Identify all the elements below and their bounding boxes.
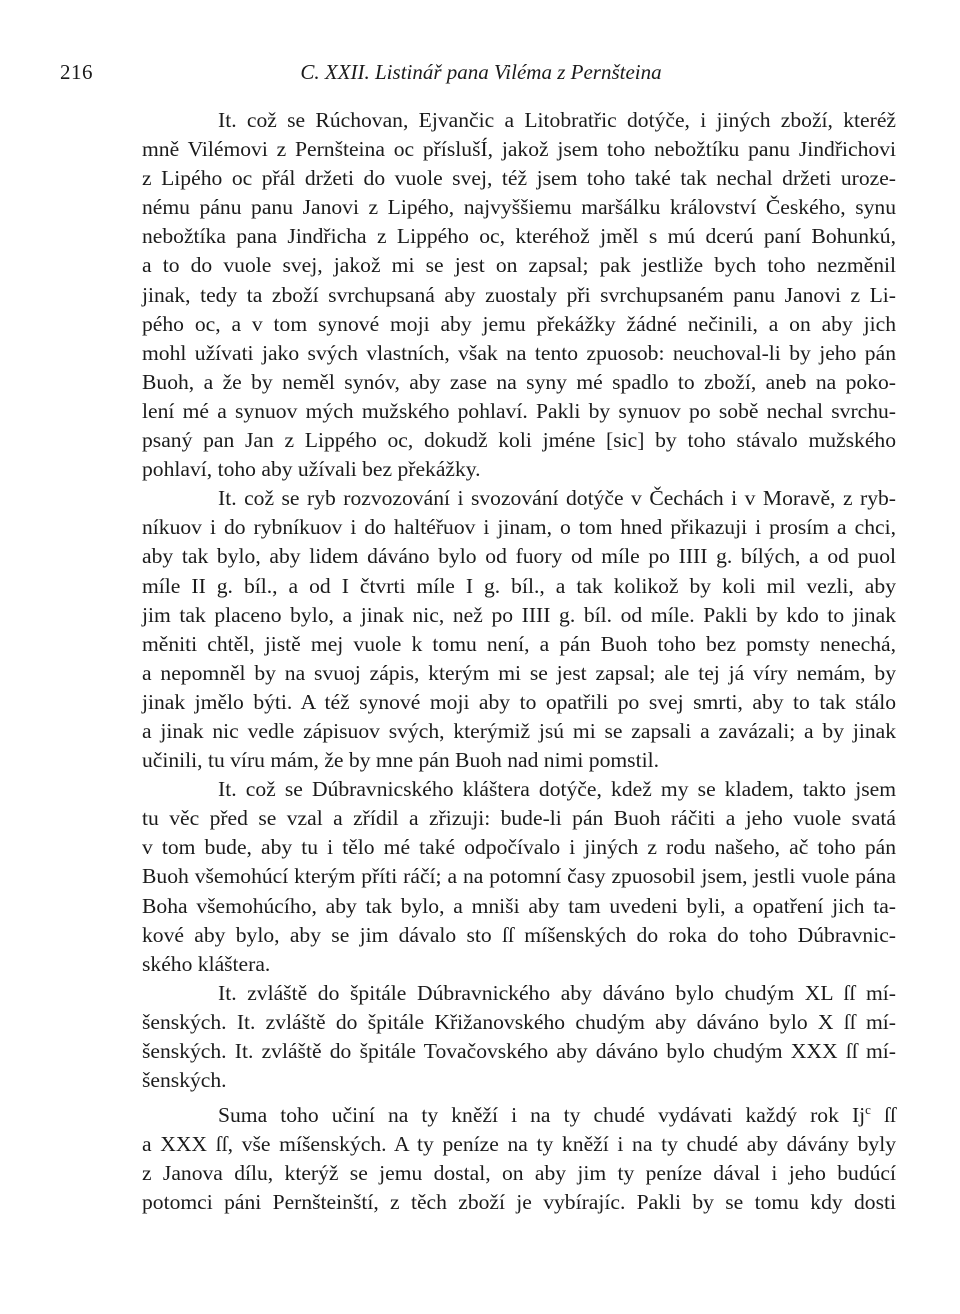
text-line: šenských. It. zvláště do špitále Tovačovského aby dáváno bylo chudým XXX ſſ mí-	[142, 1039, 896, 1063]
text-line: lení mé a synuov mých mužského pohlaví. Pakli by synuov po sobě nechal svrchu-	[142, 398, 896, 423]
text-line: z Lipého oc přál držeti do vuole svej, též jsem toho také tak nechal držeti uroze-	[142, 166, 896, 191]
paragraph-3	[66, 775, 896, 979]
paragraph-4	[66, 979, 896, 1095]
text-line: v tom bude, aby tu i tělo mé také odpočívalo i jiných z rodu našeho, ač toho pán	[142, 835, 896, 860]
text-line: jinak jmělo býti. A též synové moji aby to opatřili po svej smrti, aby to tak stálo	[142, 689, 896, 714]
text-line: měniti chtěl, jistě mej vuole k tomu není, a pán Buoh toho bez pomsty nenechá,	[142, 631, 896, 656]
text-line: šenských.	[142, 1068, 227, 1093]
text-line: nému pánu panu Janovi z Lipého, najvyššiemu maršálku království Českého, synu	[142, 195, 896, 220]
text-line: jim tak placeno bylo, a jinak nic, než po IIII g. bíl. od míle. Pakli by kdo to jinak	[142, 602, 896, 627]
text-line-with-superscript	[66, 1095, 896, 1130]
body-text	[66, 106, 896, 1218]
text-line: aby tak bylo, aby lidem dáváno bylo od fuory od míle po IIII g. bílých, a od puol	[142, 544, 896, 569]
text-line: pého oc, a v tom synové moji aby jemu překážky žádné nečinili, a on aby jich	[142, 311, 896, 336]
text-line: jinak, tedy ta zboží svrchupsaná aby zuostaly při svrchupsaném panu Janovi z Li-	[142, 282, 896, 307]
text-line: Buoh, a že by neměl synóv, aby zase na syny mé spadlo to zboží, aneb na poko-	[142, 369, 896, 394]
page	[60, 52, 897, 1218]
text-fragment: ſſ	[870, 1103, 897, 1128]
text-line: kové aby bylo, aby se jim dávalo sto ſſ míšenských do roka do toho Dúbravnic-	[142, 922, 896, 947]
text-line: Boha všemohúcího, aby tak bylo, a mniši aby tam uvedeni byli, a opatření jich ta-	[142, 893, 896, 918]
text-line: It. zvláště do špitále Dúbravnického aby dáváno bylo chudým XL ſſ mí-	[218, 980, 896, 1005]
text-line: šenských. It. zvláště do špitále Křižanovského chudým aby dáváno bylo X ſſ mí-	[142, 1009, 896, 1034]
text-line: nebožtíka pana Jindřicha z Lippého oc, kteréhož jměl s mú dcerú paní Bohunkú,	[142, 224, 896, 249]
text-line: z Janova dílu, kterýž se jemu dostal, on aby jim ty peníze dával i jeho budúcí	[142, 1161, 896, 1186]
text-line: učinili, tu víru mám, že by mne pán Buoh nad nimi pomstil.	[142, 748, 659, 773]
text-line: psaný pan Jan z Lippého oc, dokudž koli jméne [sic] by toho stávalo mužského	[142, 428, 896, 453]
text-line: a XXX ſſ, vše míšenských. A ty peníze na ty kněží i na ty chudé aby dávány byly	[142, 1132, 896, 1157]
paragraph-1	[66, 106, 896, 484]
paragraph-2	[66, 484, 896, 775]
paragraph-5	[66, 1095, 896, 1217]
text-line: a to do vuole svej, jakož mi se jest on zapsal; pak jestliže bych toho nezměnil	[142, 253, 896, 278]
text-line: It. což se ryb rozvozování i svozování dotýče v Čechách i v Moravě, z ryb-	[218, 486, 896, 511]
running-title: C. XXII. Listinář pana Viléma z Pernšteina	[300, 60, 662, 84]
text-line: tu věc před se vzal a zřídil a zřizuji: bude-li pán Buoh ráčiti a jeho vuole svatá	[142, 806, 896, 831]
superscript-c: c	[865, 1102, 871, 1118]
text-fragment: Suma toho učiní na ty kněží i na ty chudé vydávati každý rok Ij	[218, 1103, 866, 1128]
running-head	[60, 52, 896, 92]
text-line: a nepomněl by na svuoj zápis, kterým mi se jest zapsal; ale tej já víry nemám, by	[142, 660, 896, 685]
text-line: It. což se Dúbravnicského kláštera dotýče, kdež my se kladem, takto jsem	[218, 777, 896, 802]
text-line: a jinak nic vedle zápisuov svých, kterýmiž jsú mi se zapsali a zavázali; a by jinak	[142, 718, 896, 743]
text-line: mně Vilémovi z Pernšteina oc příslušÍ, jakož jsem toho nebožtíku panu Jindřichovi	[142, 137, 896, 162]
text-line: níkuov i do rybníkuov i do haltéřuov i jinam, o tom hned přikazuji i prosím a chci,	[142, 515, 896, 540]
text-line: Buoh všemohúcí kterým příti ráčí; a na potomní časy zpuosobil jsem, jestli vuole pána	[142, 864, 896, 889]
text-line: potomci páni Pernšteinští, z těch zboží je vybírajíc. Pakli by se tomu kdy dosti	[142, 1190, 896, 1215]
page-number: 216	[60, 60, 93, 84]
text-line: ského kláštera.	[142, 951, 271, 976]
text-line: mohl užívati jako svých vlastních, však na tento zpuosob: neuchoval-li by jeho pán	[142, 340, 896, 365]
text-line: It. což se Rúchovan, Ejvančic a Litobratřic dotýče, i jiných zboží, kteréž	[218, 108, 896, 132]
text-line: pohlaví, toho aby užívali bez překážky.	[142, 457, 481, 482]
text-line: míle II g. bíl., a od I čtvrti míle I g. bíl., a tak kolikož by koli mil vezli, aby	[142, 573, 896, 598]
